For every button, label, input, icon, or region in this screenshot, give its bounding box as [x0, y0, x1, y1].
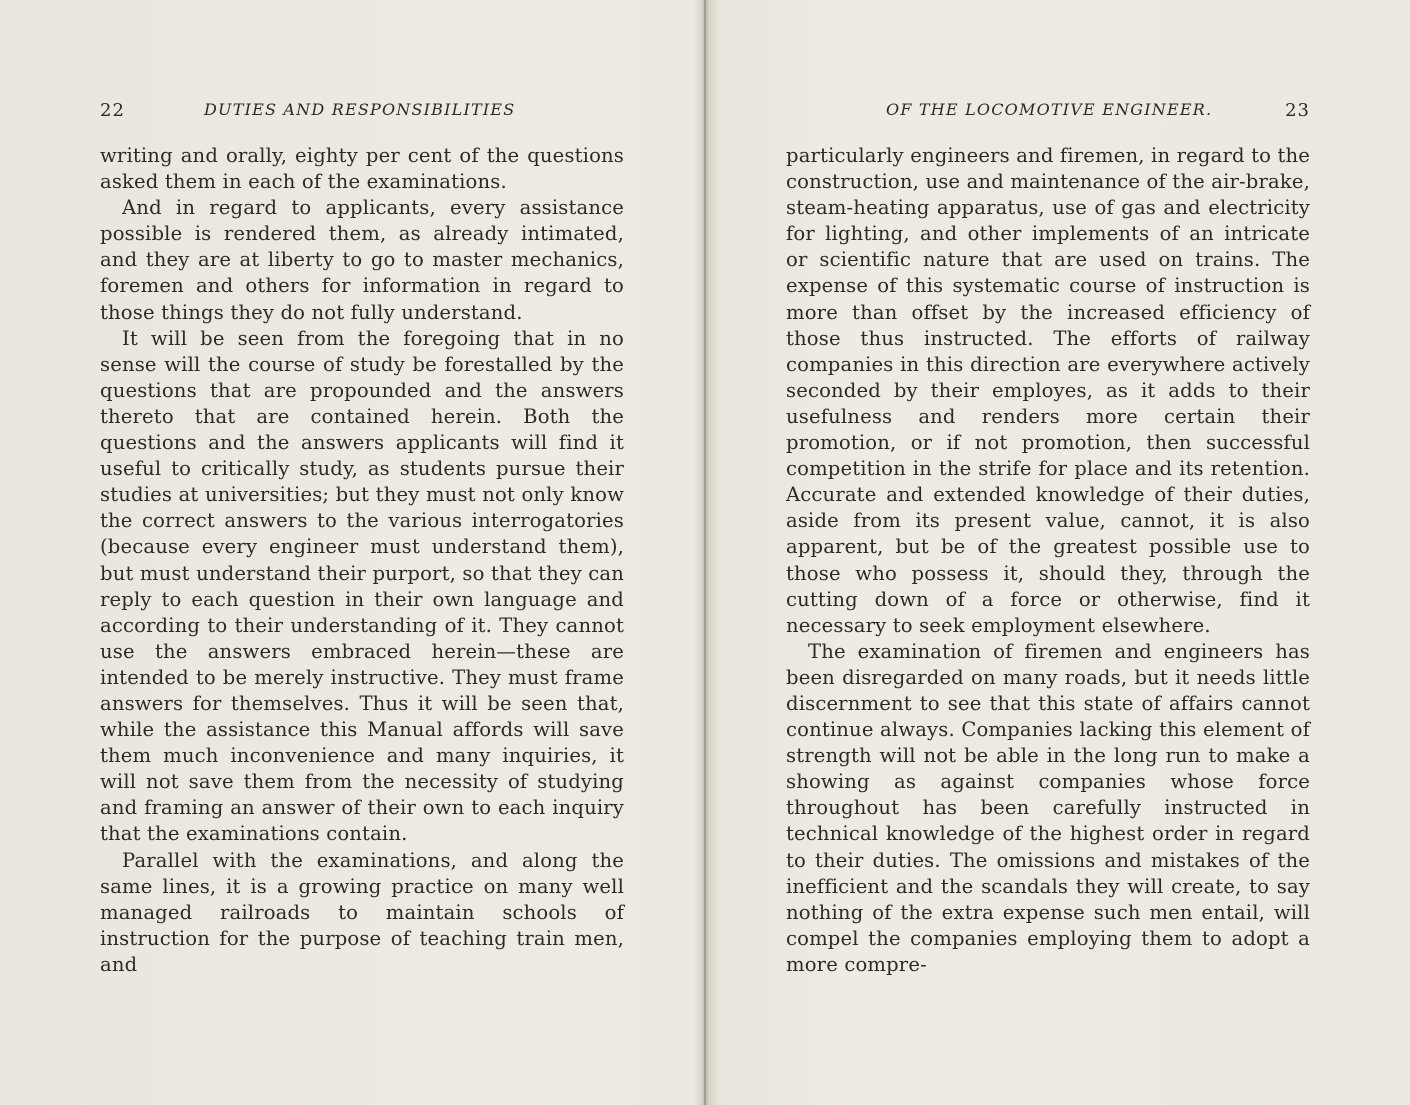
left-page: [100, 0, 624, 1105]
paragraph: particularly engineers and firemen, in regard to the construction, use and maintenance of the air-brake, steam-heating apparatus, use of gas and electricity for lighting, and other implements of an intricate or scientific nature that are used on trains. The expense of this systematic course of instruction is more than offset by the increased efficiency of those thus instructed. The efforts of railway companies in this direction are everywhere actively seconded by their employes, as it adds to their usefulness and renders more certain their promotion, or if not promotion, then successful competition in the strife for place and its retention. Accurate and extended knowledge of their duties, aside from its present value, cannot, it is also apparent, but be of the greatest possible use to those who possess it, should they, through the cutting down of a force or otherwise, find it necessary to seek employment elsewhere.: [786, 144, 1310, 637]
paragraph: writing and orally, eighty per cent of the questions asked them in each of the examinations.: [100, 144, 624, 194]
right-page-text: [786, 143, 1310, 978]
left-page-text: [100, 143, 624, 978]
paragraph: The examination of firemen and engineers has been disregarded on many roads, but it needs little discernment to see that this state of affairs cannot continue always. Companies lacking this element of strength will not be able in the long run to make a showing as against companies whose force throughout has been carefully instructed in technical knowledge of the highest order in regard to their duties. The omissions and mistakes of the inefficient and the scandals they will create, to say nothing of the extra expense such men entail, will compel the companies employing them to adopt a more compre-: [786, 639, 1310, 976]
right-running-head: [786, 100, 1310, 124]
left-page-number: 22: [100, 100, 125, 121]
right-page: [786, 0, 1310, 1105]
left-running-head-title: DUTIES AND RESPONSIBILITIES: [204, 100, 516, 119]
book-gutter: [704, 0, 706, 1105]
right-page-number: 23: [1285, 100, 1310, 121]
left-running-head: [100, 100, 624, 124]
right-running-head-title: OF THE LOCOMOTIVE ENGINEER.: [886, 100, 1213, 119]
paragraph: Parallel with the examinations, and along the same lines, it is a growing practice on many well managed railroads to maintain schools of instruction for the purpose of teaching train men, and: [100, 848, 624, 976]
paragraph: And in regard to applicants, every assistance possible is rendered them, as already intimated, and they are at liberty to go to master mechanics, foremen and others for information in regard to those things they do not fully understand.: [100, 196, 624, 324]
paragraph: It will be seen from the foregoing that in no sense will the course of study be forestalled by the questions that are propounded and the answers thereto that are contained herein. Both the questions and the answers applicants will find it useful to critically study, as students pursue their studies at universities; but they must not only know the correct answers to the various interrogatories (because every engineer must understand them), but must understand their purport, so that they can reply to each question in their own language and according to their understanding of it. They cannot use the answers embraced herein—these are intended to be merely instructive. They must frame answers for themselves. Thus it will be seen that, while the assistance this Manual affords will save them much inconvenience and many inquiries, it will not save them from the necessity of studying and framing an answer of their own to each inquiry that the examinations contain.: [100, 326, 624, 846]
